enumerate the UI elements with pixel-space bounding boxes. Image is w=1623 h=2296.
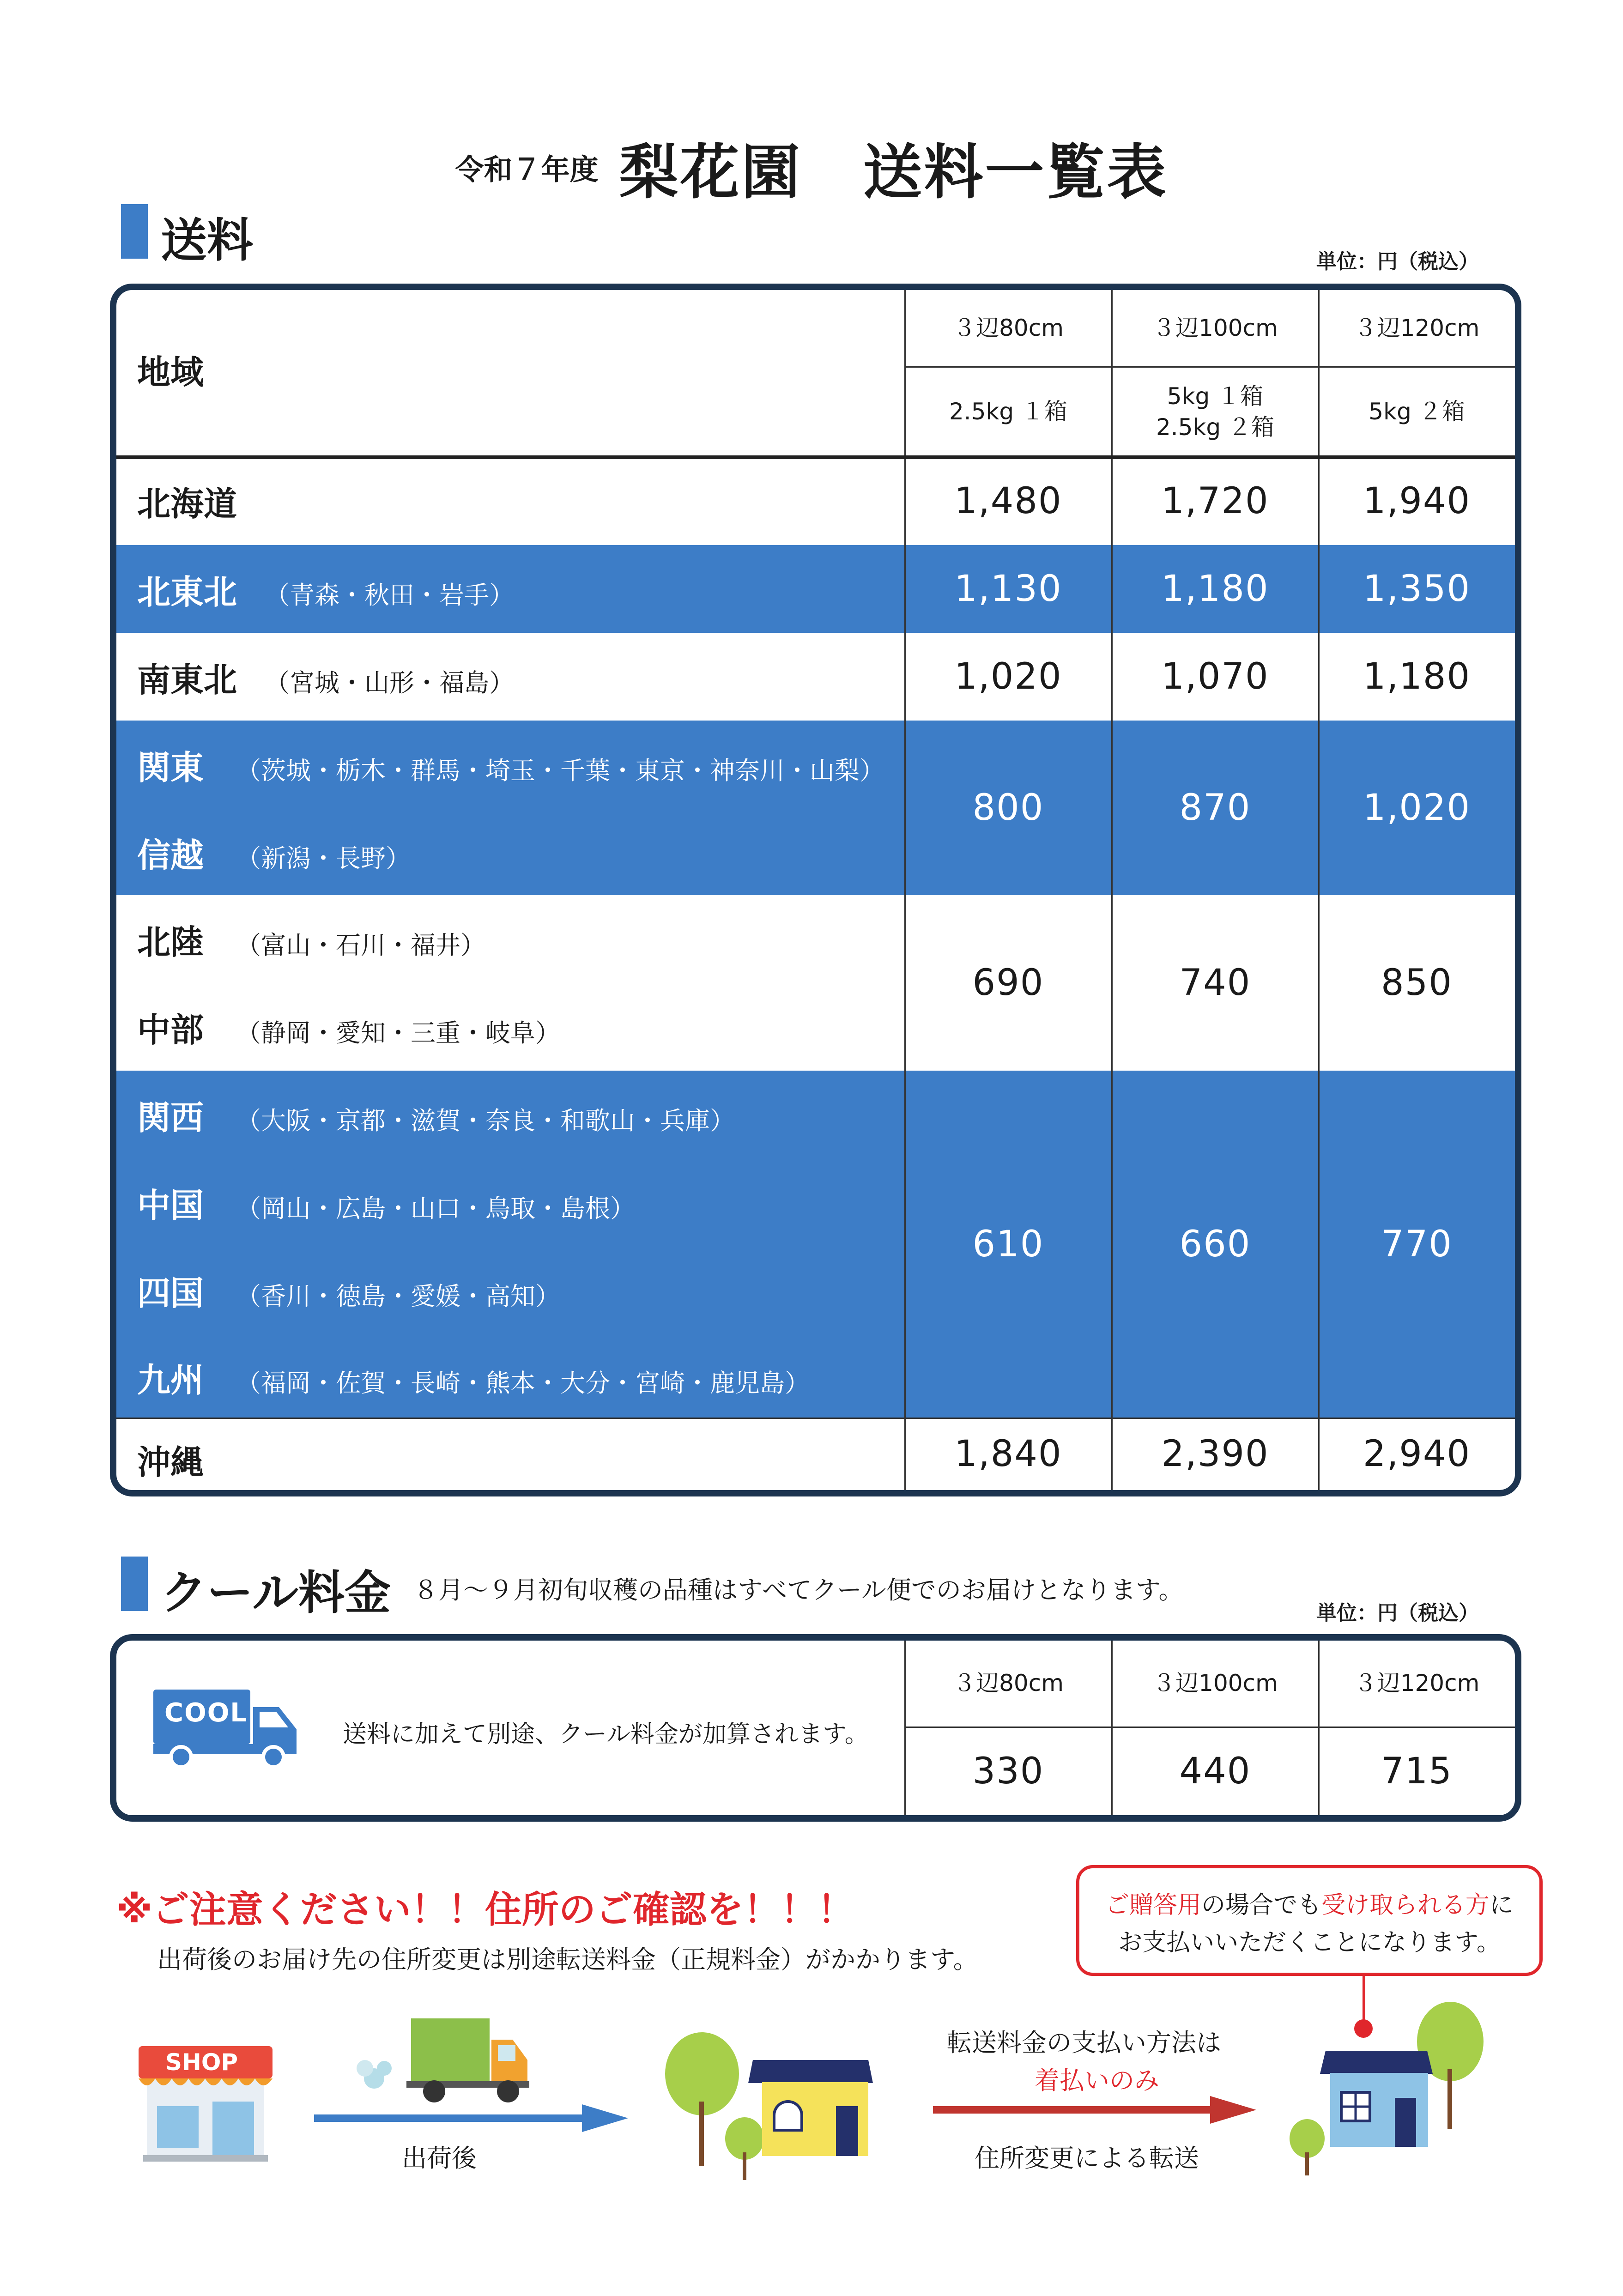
price-value: 660 (1179, 1224, 1251, 1265)
row-content (116, 721, 1515, 895)
original-house-icon (665, 2023, 887, 2180)
region-row (137, 1091, 735, 1139)
unit-label: 単位：円（税込） (1316, 250, 1479, 273)
region-row (137, 653, 514, 701)
region-row (137, 477, 237, 525)
price-cell (1319, 457, 1515, 545)
region-prefectures: （大阪・京都・滋賀・奈良・和歌山・兵庫） (236, 1106, 735, 1135)
size-header-text: ３辺100cm (1152, 1669, 1278, 1696)
region-name: 沖縄 (137, 1443, 204, 1482)
callout-highlight: 受け取られる方 (1321, 1891, 1490, 1919)
price-value: 1,720 (1161, 480, 1269, 522)
size-header-text: ３辺120cm (1354, 1669, 1480, 1696)
price-cell (905, 1418, 1112, 1490)
price-value: 2,390 (1161, 1433, 1269, 1475)
price-cell (1319, 1418, 1515, 1490)
region-row (137, 1266, 560, 1315)
table-divider (904, 366, 1515, 368)
delivery-truck-icon (356, 2009, 531, 2106)
price-value: 1,180 (1363, 656, 1471, 697)
region-prefectures: （富山・石川・福井） (236, 931, 486, 960)
page-header (0, 125, 1623, 210)
region-name: 九州 (137, 1361, 204, 1399)
table-divider (904, 1641, 906, 1815)
cool-truck-icon (149, 1685, 306, 1773)
cool-description: 送料に加えて別途、クール料金が加算されます。 (343, 1720, 869, 1748)
section-marker (121, 204, 148, 259)
shop-icon (139, 2046, 273, 2162)
cool-table (110, 1634, 1521, 1822)
shop-label: SHOP (165, 2049, 238, 2076)
page-title: 梨花園 送料一覧表 (619, 138, 1168, 207)
region-row (137, 565, 514, 613)
region-prefectures: （宮城・山形・福島） (265, 668, 515, 697)
price-value: 1,350 (1363, 568, 1471, 610)
price-cell (1112, 1071, 1319, 1418)
region-name: 北海道 (137, 485, 237, 523)
callout-line-2: お支払いいただくことになります。 (1118, 1928, 1501, 1957)
table-divider (1111, 290, 1113, 1490)
cool-price-cell (905, 1727, 1112, 1815)
cool-price-cell (1319, 1727, 1515, 1815)
callout-line-1 (1079, 1887, 1539, 1924)
region-row (137, 829, 411, 877)
callout-text: の場合でも (1201, 1891, 1321, 1919)
region-name: 関東 (137, 748, 204, 787)
price-cell (1112, 895, 1319, 1071)
region-name: 中国 (137, 1186, 204, 1225)
address-change-note: 出荷後のお届け先の住所変更は別途転送料金（正規料金）がかかります。 (157, 1945, 978, 1974)
region-name: 中部 (137, 1011, 204, 1049)
section-title-cool: クール料金 (161, 1566, 391, 1620)
region-prefectures: （福岡・佐賀・長崎・熊本・大分・宮崎・鹿児島） (236, 1369, 810, 1398)
year-label: 令和７年度 (455, 152, 599, 187)
region-name: 北陸 (137, 923, 204, 962)
region-name: 北東北 (137, 573, 237, 612)
price-value: 800 (972, 787, 1044, 829)
price-value: 715 (1381, 1751, 1453, 1792)
size-header-80 (905, 290, 1112, 367)
price-value: 610 (972, 1224, 1044, 1265)
shipping-arrow (314, 2104, 628, 2127)
price-cell (905, 895, 1112, 1071)
table-divider (1318, 290, 1320, 1490)
region-row (137, 915, 485, 963)
price-value: 1,180 (1161, 568, 1269, 610)
gift-callout (1076, 1865, 1543, 1976)
address-warning: ※ご注意ください！！住所のご確認を！！！ (116, 1888, 854, 1931)
price-cell (1319, 633, 1515, 721)
price-value: 690 (972, 962, 1044, 1004)
price-cell (1319, 1071, 1515, 1418)
price-cell (905, 633, 1112, 721)
price-cell (1112, 633, 1319, 721)
size-header-text: ３辺80cm (953, 315, 1064, 342)
region-prefectures: （茨城・栃木・群馬・埼玉・千葉・東京・神奈川・山梨） (236, 756, 885, 785)
cool-size-header (1319, 1641, 1515, 1726)
price-cell (1112, 545, 1319, 633)
price-cell (1319, 545, 1515, 633)
price-value: 1,840 (954, 1433, 1062, 1475)
callout-text: に (1490, 1891, 1514, 1919)
table-divider (904, 290, 906, 1490)
size-header-text: ３辺80cm (953, 1669, 1064, 1696)
size-header-text: ３辺100cm (1152, 315, 1278, 342)
region-prefectures: （新潟・長野） (236, 844, 411, 873)
cool-price-cell (1112, 1727, 1319, 1815)
region-prefectures: （香川・徳島・愛媛・高知） (236, 1282, 561, 1311)
destination-house-icon (1289, 2000, 1492, 2175)
size-header-100 (1112, 290, 1319, 367)
price-value: 440 (1179, 1751, 1251, 1792)
price-cell (905, 457, 1112, 545)
shipping-table (110, 284, 1521, 1496)
weight-header-text: 5kg １箱 2.5kg ２箱 (1156, 382, 1275, 441)
price-value: 1,020 (1363, 787, 1471, 829)
region-header-label: 地域 (137, 353, 204, 392)
region-row (137, 1436, 204, 1484)
table-divider (116, 455, 1515, 459)
region-prefectures: （岡山・広島・山口・鳥取・島根） (236, 1194, 636, 1223)
price-value: 1,940 (1363, 480, 1471, 522)
size-header-text: ３辺120cm (1354, 315, 1480, 342)
payment-method-line1: 転送料金の支払い方法は (947, 2028, 1221, 2057)
row-content (116, 545, 1515, 633)
price-cell (1112, 457, 1319, 545)
price-cell (905, 545, 1112, 633)
table-divider (1318, 1641, 1320, 1815)
after-shipping-label: 出荷後 (402, 2144, 477, 2173)
price-value: 770 (1381, 1224, 1453, 1265)
price-value: 1,480 (954, 480, 1062, 522)
table-divider (904, 1727, 1515, 1728)
table-divider (116, 1418, 1515, 1419)
region-row (137, 1179, 635, 1227)
section-title-shipping: 送料 (161, 213, 253, 267)
weight-header-120 (1319, 367, 1515, 457)
price-value: 1,070 (1161, 656, 1269, 697)
price-value: 1,130 (954, 568, 1062, 610)
price-value: 870 (1179, 787, 1251, 829)
region-row (137, 1353, 810, 1401)
price-value: 850 (1381, 962, 1453, 1004)
cool-size-header (1112, 1641, 1319, 1726)
weight-header-text: 5kg ２箱 (1369, 398, 1465, 425)
cool-size-header (905, 1641, 1112, 1726)
row-content (116, 1071, 1515, 1418)
region-name: 信越 (137, 836, 204, 875)
price-value: 740 (1179, 962, 1251, 1004)
forward-arrow (933, 2096, 1256, 2124)
price-cell (905, 1071, 1112, 1418)
region-row (137, 741, 884, 789)
region-header (137, 345, 204, 394)
price-cell (1112, 721, 1319, 895)
size-header-120 (1319, 290, 1515, 367)
callout-highlight: ご贈答用 (1105, 1891, 1201, 1919)
unit-label: 単位：円（税込） (1316, 1601, 1479, 1625)
region-name: 関西 (137, 1098, 204, 1137)
region-name: 四国 (137, 1274, 204, 1313)
region-row (137, 1003, 560, 1051)
table-divider (1111, 1641, 1113, 1815)
weight-header-100 (1112, 367, 1319, 457)
price-value: 1,020 (954, 656, 1062, 697)
price-cell (905, 721, 1112, 895)
weight-header-text: 2.5kg １箱 (949, 398, 1068, 425)
forward-label: 住所変更による転送 (975, 2144, 1199, 2173)
price-cell (1319, 895, 1515, 1071)
region-prefectures: （青森・秋田・岩手） (265, 581, 515, 610)
region-name: 南東北 (137, 660, 237, 699)
price-cell (1112, 1418, 1319, 1490)
section-marker (121, 1557, 148, 1611)
cool-truck-label: COOL (164, 1698, 248, 1728)
cool-note: ８月～９月初旬収穫の品種はすべてクール便でのお届けとなります。 (413, 1575, 1184, 1605)
weight-header-80 (905, 367, 1112, 457)
price-value: 2,940 (1363, 1433, 1471, 1475)
price-value: 330 (972, 1751, 1044, 1792)
price-cell (1319, 721, 1515, 895)
payment-method-line2: 着払いのみ (1035, 2066, 1159, 2095)
region-prefectures: （静岡・愛知・三重・岐阜） (236, 1018, 561, 1048)
